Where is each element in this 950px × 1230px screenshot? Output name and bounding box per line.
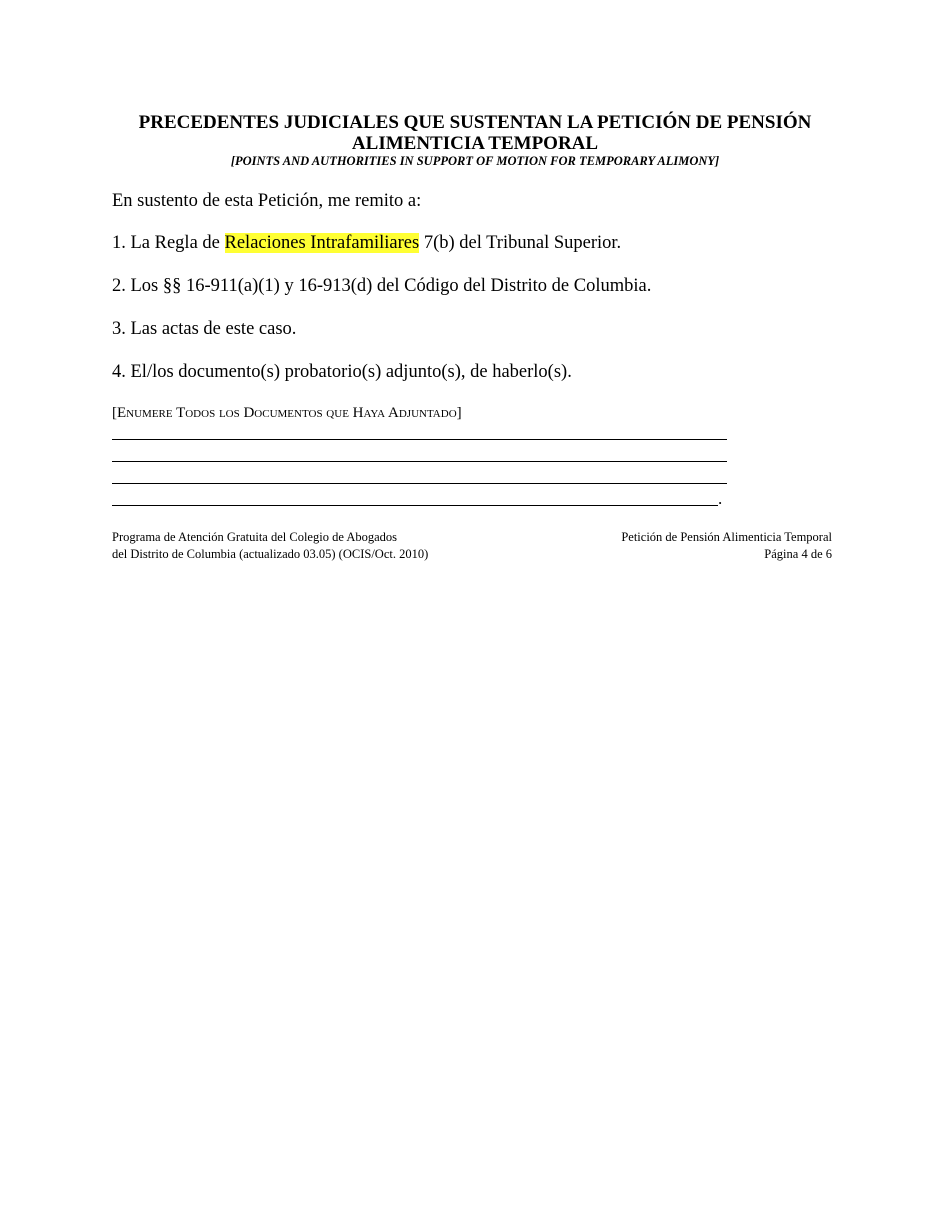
footer-form-title: Petición de Pensión Alimenticia Temporal [621, 530, 832, 544]
attachment-blank-line-1[interactable] [112, 439, 727, 440]
document-title-line-2: ALIMENTICIA TEMPORAL [351, 133, 599, 154]
attachment-blank-line-4[interactable] [112, 505, 718, 506]
footer-program-name: Programa de Atención Gratuita del Colegio de Abogados [112, 530, 398, 544]
list-item-4: 4. El/los documento(s) probatorio(s) adjunto(s), de haberlo(s). [112, 362, 572, 382]
list-item-3: 3. Las actas de este caso. [112, 319, 297, 339]
intro-paragraph: En sustento de esta Petición, me remito a: [112, 191, 422, 211]
footer-program-version: del Distrito de Columbia (actualizado 03.05) (OCIS/Oct. 2010) [112, 546, 429, 561]
list-item-2: 2. Los §§ 16-911(a)(1) y 16-913(d) del Código del Distrito de Columbia. [112, 276, 652, 296]
list-item-1-suffix: 7(b) del Tribunal Superior. [419, 233, 622, 253]
footer-page-number: Página 4 de 6 [764, 546, 832, 561]
attachment-blank-line-3[interactable] [112, 483, 727, 484]
final-period: . [718, 489, 723, 508]
highlighted-text: Relaciones Intrafamiliares [224, 233, 420, 253]
document-subtitle: [POINTS AND AUTHORITIES IN SUPPORT OF MOTION FOR TEMPORARY ALIMONY] [230, 154, 720, 168]
list-item-1 [112, 232, 621, 254]
attachments-instruction: [Enumere Todos los Documentos que Haya Adjuntado] [112, 405, 462, 421]
footer-right [621, 529, 832, 562]
attachment-blank-line-2[interactable] [112, 461, 727, 462]
list-item-1-prefix: 1. La Regla de [112, 233, 225, 253]
document-title-line-1: PRECEDENTES JUDICIALES QUE SUSTENTAN LA PETICIÓN DE PENSIÓN [138, 112, 812, 133]
footer-left [112, 529, 428, 562]
